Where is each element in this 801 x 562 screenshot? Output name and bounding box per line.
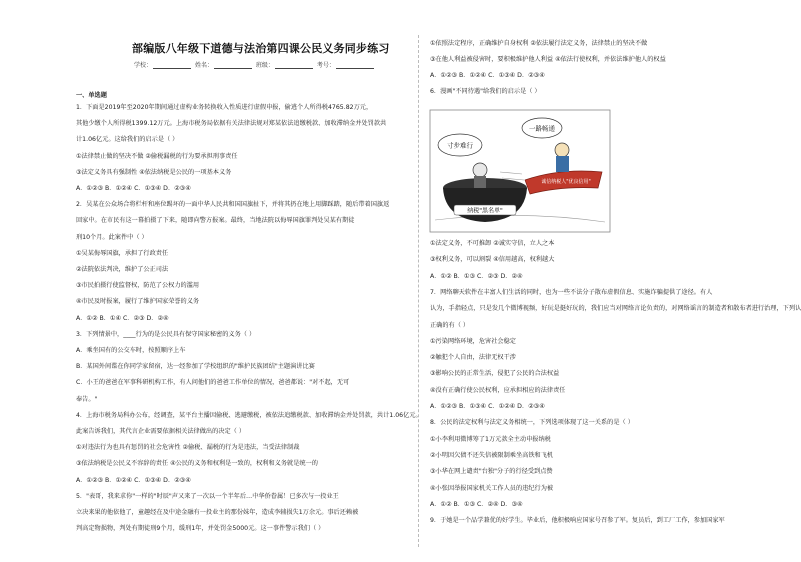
text-line: C．小王的爸爸在军事科研机构工作，有人问他们的爸爸工作单位的情况，爸爸都说："对不起，无可 <box>76 379 350 387</box>
text-line: ③权利义务，可以割裂 ④信用越高，权利越大 <box>430 256 555 264</box>
text-line: 6．漫画"不同待遇"给我们的启示是（ ） <box>430 88 541 95</box>
text-line: 1．下面是2019年至2020年期间通过虚构业务转换收入性质进行虚假申报，偷逃个人所得税4765.82万元， <box>76 104 373 111</box>
text-line: 正确的有（ ） <box>430 321 470 329</box>
text-line: 回家中。在市民有这一幕拍摄了下来，随即向警方报案。最终，当地法院以侮辱国旗罪判处吴某有期徒 <box>76 217 355 225</box>
text-line: B．某国外间谍在你同学家留宿，达一经参加了学校组织的"维护民族团结"主题演讲比赛 <box>76 363 315 371</box>
text-line: ②小明因欠债不还失信被限制乘坐高铁和飞机 <box>430 451 554 459</box>
school-field[interactable] <box>153 61 191 69</box>
text-line: A．①②③ B．①②④ C．①③④ D．②③④ <box>76 476 191 484</box>
text-line: 7．网络聊天软件在丰富人们生活的同时，也为一些不法分子散布虚假信息、实施诈骗提供了途径。有人 <box>430 288 713 296</box>
speech-right-text: 一路畅通 <box>529 124 555 133</box>
text-line: ③在他人利益被侵害时，要积极维护他人利益 ④依法行使权利，并依法维护他人的权益 <box>430 56 666 63</box>
happy-person-body <box>556 156 569 172</box>
trapped-person-head <box>473 163 487 177</box>
name-field[interactable] <box>214 61 252 69</box>
text-line: ②触犯个人自由，法律无权干涉 <box>430 354 516 362</box>
text-line: ①对违法行为也具有惩罚的社会危害性 ②偷税、漏税的行为是违法，当受法律制裁 <box>76 444 300 452</box>
text-line: ③影响公民的正常生活，侵犯了公民的合法权益 <box>430 370 560 378</box>
school-label: 学校： <box>134 62 153 69</box>
class-label: 班级： <box>255 62 274 69</box>
id-field[interactable] <box>336 61 374 69</box>
text-line: 3．下列情景中，____行为的是公民具有保守国家秘密的义务（ ） <box>76 330 256 338</box>
column-divider <box>418 35 419 547</box>
text-line: 此案告诉我们，其代言企业需要依据相关法律做出的决定（ ） <box>76 428 246 435</box>
text-line: ③依法纳税是公民义不容辞的责任 ④公民的义务和权利是一致的，权利和义务就是统一的 <box>76 460 318 468</box>
text-line: 判高定物损物，判处有期徒刑9个月，缓刑1年，并处罚金5000元。这一事件警示我们（ ） <box>76 525 325 533</box>
bowl-label: 纳税"黑名单" <box>467 207 503 215</box>
text-line: 5．"表哥，我来求你"一样的"时辰"声又来了一次以一个半年后…中华侨眷属！已多次与一投业王 <box>76 492 339 500</box>
text-line: 刑10个月。此案件中（ ） <box>76 233 148 241</box>
text-line: A．①② B．①③ C．②③ D．②④ <box>430 272 523 280</box>
text-line: ④没有正确行使公民权利，应承担相应的法律责任 <box>430 386 566 394</box>
text-line: ①吴某侮辱国旗，承担了行政责任 <box>76 249 169 257</box>
text-line: ①法律禁止做的坚决不做 ②偷税漏税的行为要承担刑事责任 <box>76 152 238 160</box>
speech-left-text: 寸步难行 <box>447 141 473 150</box>
text-line: 计1.06亿元。这给我们的启示是（ ） <box>76 136 179 144</box>
text-line: 认为，手指轻点，只是发几个微博视频，好玩是挺好玩的，我们应当对网络言论负责的，对网络谣言的制造者和散布者进行治理，下列认 <box>430 305 801 313</box>
id-label: 考号： <box>316 62 335 69</box>
class-field[interactable] <box>275 61 313 69</box>
text-line: ④市民及时报案，履行了维护国家荣誉的义务 <box>76 298 200 306</box>
cartoon-illustration <box>430 110 610 232</box>
text-line: ①小李利用微博筹了1万元款全主动申报纳税 <box>430 435 551 443</box>
page-title: 部编版八年级下道德与法治第四课公民义务同步练习 <box>132 42 390 55</box>
text-line: ③小华在网上谴责"台独"分子的行径受到点赞 <box>430 468 553 476</box>
text-line: A．①② B．①④ C．②③ D．②④ <box>76 314 169 322</box>
text-line: ④小张因举报国家机关工作人员的违纪行为被 <box>430 484 554 492</box>
text-line: A．①②③ B．①②④ C．①③④ D．②③④ <box>430 72 545 79</box>
carpet-label: 诚信纳税人"优良信用" <box>541 179 591 185</box>
text-line: A．①② B．①③ C．②④ D．③④ <box>430 500 523 508</box>
text-line: 4．上海市税务局科办公布，经调查，某平台主播因偷税、逃避缴税，被依法追缴税款、加收滞纳金并处罚款，共计1.06亿元。 <box>76 411 422 419</box>
text-line: ①依照法定程序，正确维护自身权利 ②依法履行法定义务，法律禁止的坚决不做 <box>430 40 648 47</box>
student-info-row <box>134 60 376 69</box>
text-line: 其他少缴个人所得税1399.12万元。上海市税务局依据有关法律法规对郑某依法追缴税款、加收滞纳金并处罚款共 <box>76 120 387 128</box>
text-line: ③市民拍摄行使监督权，防范了公权力的滥用 <box>76 282 200 290</box>
section-heading: 一、单选题 <box>76 92 107 99</box>
happy-person-head <box>555 143 569 157</box>
text-line: ①法定义务，不可推卸 ②诚实守信，立人之本 <box>430 240 555 247</box>
text-line: ①污染网络环境，危害社会稳定 <box>430 337 516 345</box>
text-line: 9．于她是一个品学兼优的好学生。毕业后，他积极响应国家号召参了军。复员后，到工厂工作，参加国家军 <box>430 517 725 525</box>
text-line: 奉告。" <box>76 395 98 403</box>
trapped-person-body <box>474 176 486 188</box>
text-line: ②法院依法判决，维护了公正司法 <box>76 266 169 273</box>
text-line: A．乘坐国有的公交车时，按照顺序上车 <box>76 347 186 354</box>
name-label: 姓名： <box>194 62 213 69</box>
text-line: ③法定义务具有强制性 ④依法纳税是公民的一项基本义务 <box>76 168 232 176</box>
text-line: 2．吴某在公众场合将栏杆和座位踢坏的一面中华人民共和国国旗扯下，并将其扔在地上用脚踩踏，随后带着国旗返 <box>76 201 390 209</box>
text-line: A．①②③ B．①②④ C．①③④ D．②③④ <box>76 185 191 192</box>
text-line: A．①②③ B．①③④ C．①②④ D．②③④ <box>430 403 545 410</box>
text-line: 立决来果的他依他了，童趣经在及中途金融有一投业主的那份妹年，造成李辅损失1万余元。事后还赖被 <box>76 509 359 516</box>
text-line: 8．公民的法定权利与法定义务相统一，下列选项体现了这一关系的是（ ） <box>430 419 634 427</box>
